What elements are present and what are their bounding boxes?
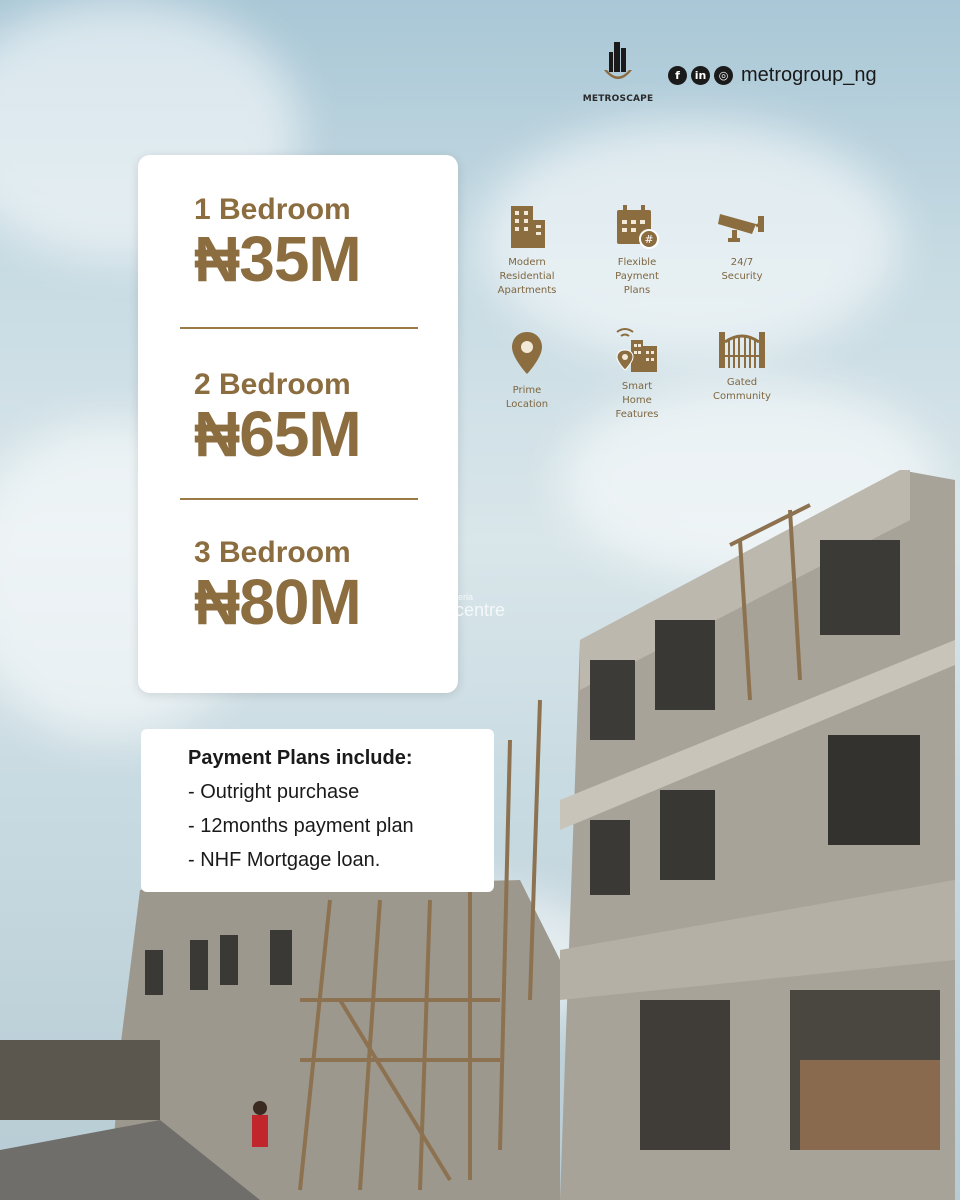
brand-name: METROSCAPE [582,94,654,104]
pricing-tier [194,368,361,470]
feature-label: Flexible Payment Plans [615,257,659,296]
feature-item [477,330,577,412]
building-icon [505,202,549,250]
payment-plans-card [141,729,494,892]
payment-plan-item: - 12months payment plan [188,815,414,837]
pricing-tier [194,193,361,295]
feature-item [477,202,577,298]
feature-label: Prime Location [505,385,549,410]
social-handle[interactable]: metrogroup_ng [741,64,877,86]
feature-item [587,326,687,422]
metroscape-logo-icon [598,40,638,88]
smart-home-icon [613,326,661,374]
pricing-tier [194,536,361,638]
svg-text:#: # [644,233,654,246]
feature-label: Gated Community [713,377,771,402]
brand-logo [578,40,658,104]
feature-item [587,202,687,298]
feature-label: Smart Home Features [615,381,659,420]
feature-label: 24/7 Security [721,257,763,282]
location-pin-icon [509,330,545,378]
payment-plan-item: - NHF Mortgage loan. [188,849,381,871]
watermark-small: nigeria [446,592,474,602]
tier-price: ₦35M [194,223,361,295]
linkedin-icon[interactable]: in [691,66,710,85]
facebook-icon[interactable]: f [668,66,687,85]
divider [180,498,418,500]
feature-item [692,202,792,284]
feature-label: Modern Residential Apartments [497,257,557,296]
cctv-camera-icon [716,202,768,250]
watermark [384,592,505,621]
divider [180,327,418,329]
gate-icon [717,326,767,370]
tier-label: 3 Bedroom [194,536,351,569]
payment-plans-title: Payment Plans include: [188,747,413,769]
payment-plan-item: - Outright purchase [188,781,360,803]
feature-item [692,326,792,404]
tier-price: ₦65M [194,398,361,470]
instagram-icon[interactable]: ◎ [714,66,733,85]
social-links [668,64,877,87]
tier-label: 2 Bedroom [194,368,351,401]
watermark-text: property centre [384,600,506,620]
calendar-icon [614,202,660,250]
tier-label: 1 Bedroom [194,193,351,226]
tier-price: ₦80M [194,566,361,638]
